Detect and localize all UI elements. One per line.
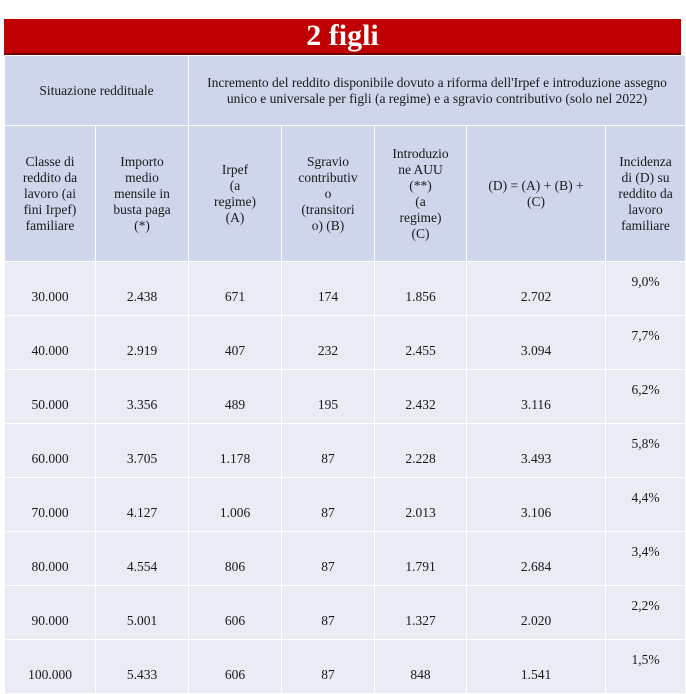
cell-irpef: 606 <box>189 586 282 640</box>
table-row <box>5 532 686 586</box>
cell-auu: 2.228 <box>375 424 467 478</box>
col-header-sgravio: Sgravio contributiv o (transitori o) (B) <box>282 126 375 262</box>
cell-incidenza: 1,5% <box>606 640 686 694</box>
cell-importo: 4.554 <box>96 532 189 586</box>
cell-irpef: 1.178 <box>189 424 282 478</box>
cell-incidenza: 2,2% <box>606 586 686 640</box>
cell-irpef: 671 <box>189 262 282 316</box>
table-row <box>5 478 686 532</box>
cell-irpef: 1.006 <box>189 478 282 532</box>
cell-auu: 2.455 <box>375 316 467 370</box>
income-table <box>4 55 686 694</box>
header-row-top <box>5 56 686 126</box>
cell-classe: 50.000 <box>5 370 96 424</box>
cell-sgravio: 232 <box>282 316 375 370</box>
cell-importo: 5.001 <box>96 586 189 640</box>
cell-classe: 70.000 <box>5 478 96 532</box>
header-row-columns <box>5 126 686 262</box>
cell-d: 1.541 <box>467 640 606 694</box>
table-row <box>5 370 686 424</box>
table-row <box>5 262 686 316</box>
cell-sgravio: 87 <box>282 478 375 532</box>
cell-classe: 90.000 <box>5 586 96 640</box>
cell-auu: 1.856 <box>375 262 467 316</box>
cell-incidenza: 3,4% <box>606 532 686 586</box>
table-row <box>5 316 686 370</box>
cell-incidenza: 4,4% <box>606 478 686 532</box>
cell-importo: 5.433 <box>96 640 189 694</box>
header-incremento: Incremento del reddito disponibile dovuto a riforma dell'Irpef e introduzione assegno unico e universale per figli (a regime) e a sgravio contributivo (solo nel 2022) <box>189 56 686 126</box>
cell-d: 2.702 <box>467 262 606 316</box>
cell-classe: 30.000 <box>5 262 96 316</box>
cell-importo: 4.127 <box>96 478 189 532</box>
cell-irpef: 806 <box>189 532 282 586</box>
cell-importo: 2.919 <box>96 316 189 370</box>
cell-importo: 2.438 <box>96 262 189 316</box>
table-row <box>5 424 686 478</box>
cell-auu: 1.791 <box>375 532 467 586</box>
cell-auu: 2.432 <box>375 370 467 424</box>
cell-irpef: 489 <box>189 370 282 424</box>
table-row <box>5 586 686 640</box>
cell-incidenza: 5,8% <box>606 424 686 478</box>
col-header-auu: Introduzio ne AUU (**) (a regime) (C) <box>375 126 467 262</box>
cell-importo: 3.705 <box>96 424 189 478</box>
cell-d: 3.094 <box>467 316 606 370</box>
col-header-d: (D) = (A) + (B) + (C) <box>467 126 606 262</box>
col-header-importo: Importo medio mensile in busta paga (*) <box>96 126 189 262</box>
cell-importo: 3.356 <box>96 370 189 424</box>
col-header-incidenza: Incidenza di (D) su reddito da lavoro familiare <box>606 126 686 262</box>
cell-d: 3.106 <box>467 478 606 532</box>
cell-sgravio: 87 <box>282 424 375 478</box>
cell-irpef: 606 <box>189 640 282 694</box>
cell-sgravio: 195 <box>282 370 375 424</box>
header-situazione: Situazione reddituale <box>5 56 189 126</box>
cell-classe: 80.000 <box>5 532 96 586</box>
cell-auu: 848 <box>375 640 467 694</box>
cell-sgravio: 87 <box>282 586 375 640</box>
cell-d: 2.020 <box>467 586 606 640</box>
title-banner <box>4 19 681 55</box>
cell-sgravio: 174 <box>282 262 375 316</box>
cell-incidenza: 9,0% <box>606 262 686 316</box>
page-title: 2 figli <box>306 19 379 52</box>
cell-irpef: 407 <box>189 316 282 370</box>
cell-classe: 40.000 <box>5 316 96 370</box>
col-header-irpef: Irpef (a regime) (A) <box>189 126 282 262</box>
col-header-classe: Classe di reddito da lavoro (ai fini Irpef) familiare <box>5 126 96 262</box>
cell-sgravio: 87 <box>282 532 375 586</box>
cell-sgravio: 87 <box>282 640 375 694</box>
cell-incidenza: 7,7% <box>606 316 686 370</box>
cell-d: 2.684 <box>467 532 606 586</box>
cell-auu: 2.013 <box>375 478 467 532</box>
table-row <box>5 640 686 694</box>
cell-auu: 1.327 <box>375 586 467 640</box>
cell-incidenza: 6,2% <box>606 370 686 424</box>
cell-classe: 60.000 <box>5 424 96 478</box>
cell-classe: 100.000 <box>5 640 96 694</box>
cell-d: 3.493 <box>467 424 606 478</box>
cell-d: 3.116 <box>467 370 606 424</box>
